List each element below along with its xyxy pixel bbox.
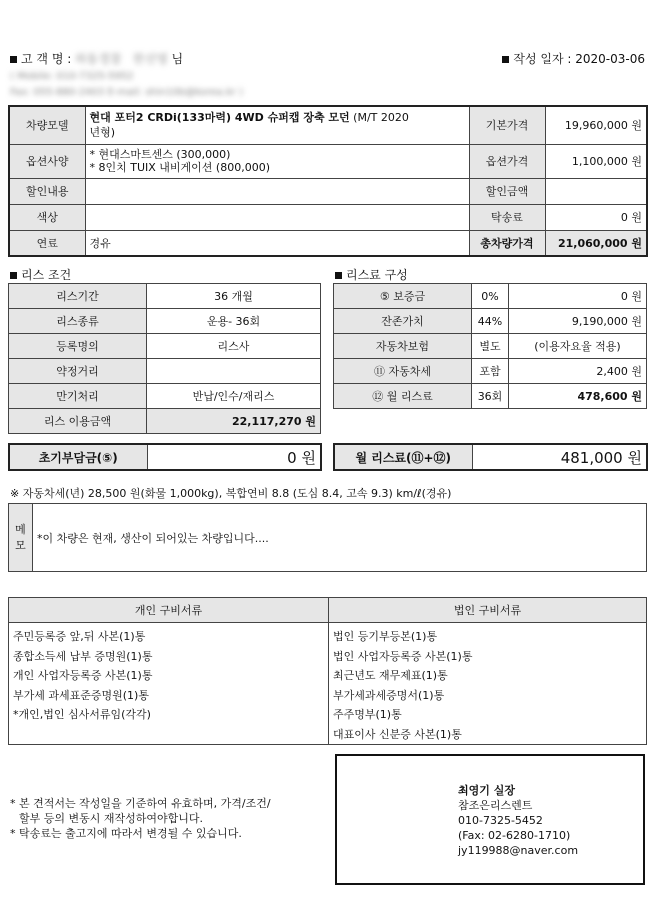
fee-mid: 별도 [472,334,509,359]
usage-label: 리스 이용금액 [9,409,147,434]
monthly-value: 481,000 [560,448,623,467]
monthly-label: 월 리스료(⑪+⑫) [334,444,472,470]
fuel-value: 경유 [85,230,469,256]
monthly-unit: 원 [627,448,642,467]
fee-value: (이용자요율 적용) [509,334,647,359]
term-value: 반납/인수/재리스 [147,384,321,409]
doc-item: 종합소득세 납부 증명원(1)통 [13,649,153,663]
fuel-label: 연료 [9,230,85,256]
initial-amount [147,444,321,470]
discount-amount-label: 할인금액 [469,178,545,204]
date-value: 2020-03-06 [575,52,645,66]
doc-item: 법인 사업자등록증 사본(1)통 [333,649,473,663]
fee-value: 2,400 원 [509,359,647,384]
term-label: 리스종류 [9,309,147,334]
bullet-icon [10,56,17,63]
monthly-amount [472,444,647,470]
term-label: 만기처리 [9,384,147,409]
fee-label: ⑤ 보증금 [334,284,472,309]
footer-note: * 본 견적서는 작성일을 기준하여 유효하며, 가격/조건/ [10,797,271,810]
footer-notes [10,796,271,841]
option-item: * 현대스마트센스 (300,000) [89,148,231,161]
doc-item: 부가세 과세표준증명원(1)통 [13,688,149,702]
customer-label: 고 객 명 : [21,52,72,66]
personal-docs-list [9,623,329,745]
mobile-line: ( Mobile: 010-7325-5952 [10,71,134,82]
doc-item: 주주명부(1)통 [333,708,402,721]
contact-email: jy119988@naver.com [458,844,579,857]
doc-item: 대표이사 신분증 사본(1)통 [333,727,462,741]
fee-mid: 0% [472,284,509,309]
delivery-label: 탁송료 [469,204,545,230]
fee-label: 자동차보험 [334,334,472,359]
initial-payment-box [8,443,322,471]
documents-table [8,597,647,745]
lease-fee-table [333,283,647,409]
doc-item: 개인 사업자등록증 사본(1)통 [13,669,153,682]
fee-value: 478,600 원 [509,384,647,409]
term-label: 약정거리 [9,359,147,384]
color-value [85,204,469,230]
option-price-label: 옵션가격 [469,144,545,178]
term-value: 운용- 36회 [147,309,321,334]
term-value: 리스사 [147,334,321,359]
model-label: 차량모델 [9,106,85,144]
base-price-label: 기본가격 [469,106,545,144]
discount-amount [545,178,647,204]
fee-mid: 36회 [472,384,509,409]
term-value [147,359,321,384]
lease-terms-title: 리스 조건 [10,266,71,283]
total-price: 21,060,000 원 [545,230,647,256]
model-name: 현대 포터2 CRDi(133마력) 4WD 슈퍼캡 장축 모던 [89,111,350,125]
customer-person: 한선영 [132,52,168,66]
total-label: 총차량가격 [469,230,545,256]
option-item: * 8인치 TUIX 내비게이션 (800,000) [89,161,270,174]
model-year: 년형) [89,126,116,140]
initial-unit: 원 [301,448,316,467]
term-label: 리스기간 [9,284,147,309]
tax-note: ※ 자동차세(년) 28,500 원(화물 1,000kg), 복합연비 8.8 (도심 8.4, 고속 9.3) km/ℓ(경유) [10,487,452,500]
doc-item: 주민등록증 앞,뒤 사본(1)통 [13,630,146,643]
fee-label: ⑫ 월 리스료 [334,384,472,409]
bullet-icon [335,272,342,279]
option-price: 1,100,000 원 [545,144,647,178]
initial-value: 0 [287,448,297,467]
customer-suffix: 님 [171,52,184,66]
doc-item: 부가세과세증명서(1)통 [333,688,445,702]
customer-line [10,50,183,67]
initial-label: 초기부담금(⑤) [9,444,147,470]
fee-label: 잔존가치 [334,309,472,334]
doc-item: 법인 등기부등본(1)통 [333,630,438,643]
color-label: 색상 [9,204,85,230]
fee-value: 9,190,000 원 [509,309,647,334]
contact-phone: 010-7325-5452 [458,814,543,827]
footer-note: * 탁송료는 출고지에 따라서 변경될 수 있습니다. [10,827,242,840]
contact-name: 최영기 실장 [458,784,515,797]
footer-note: 할부 등의 변동시 재작성하여야합니다. [19,812,204,825]
discount-value [85,178,469,204]
model-cell [85,106,469,144]
doc-item: *개인,법인 심사서류임(각각) [13,708,151,721]
term-label: 등록명의 [9,334,147,359]
memo-text: *이 차량은 현재, 생산이 되어있는 차량입니다.... [33,504,647,572]
base-price: 19,960,000 원 [545,106,647,144]
contact-company: 참조은리스렌트 [458,799,533,812]
model-trans: (M/T 2020 [353,111,409,125]
fee-value: 0 원 [509,284,647,309]
doc-item: 최근년도 재무제표(1)통 [333,669,448,682]
date-label: 작성 일자 : [513,52,572,66]
personal-docs-title: 개인 구비서류 [9,598,329,623]
corporate-docs-title: 법인 구비서류 [329,598,647,623]
option-list [85,144,469,178]
fee-mid: 포함 [472,359,509,384]
option-label: 옵션사양 [9,144,85,178]
lease-fee-title: 리스료 구성 [335,266,408,283]
memo-box [8,503,647,572]
fee-mid: 44% [472,309,509,334]
usage-value: 22,117,270 원 [147,409,321,434]
corporate-docs-list [329,623,647,745]
bullet-icon [10,272,17,279]
contact-box [335,754,645,885]
term-value: 36 개월 [147,284,321,309]
memo-label: 메 모 [9,504,33,572]
contact-fax: (Fax: 02-6280-1710) [458,829,571,842]
delivery-fee: 0 원 [545,204,647,230]
lease-terms-table [8,283,321,434]
bullet-icon [502,56,509,63]
fax-line: Fax: 055-880-2403 E-mail: shin10b@korea.kr ) [10,87,243,98]
vehicle-table [8,105,648,257]
discount-label: 할인내용 [9,178,85,204]
customer-name: 하동경찰 [75,52,122,66]
fee-label: ⑪ 자동차세 [334,359,472,384]
monthly-payment-box [333,443,648,471]
date-line [502,50,645,67]
